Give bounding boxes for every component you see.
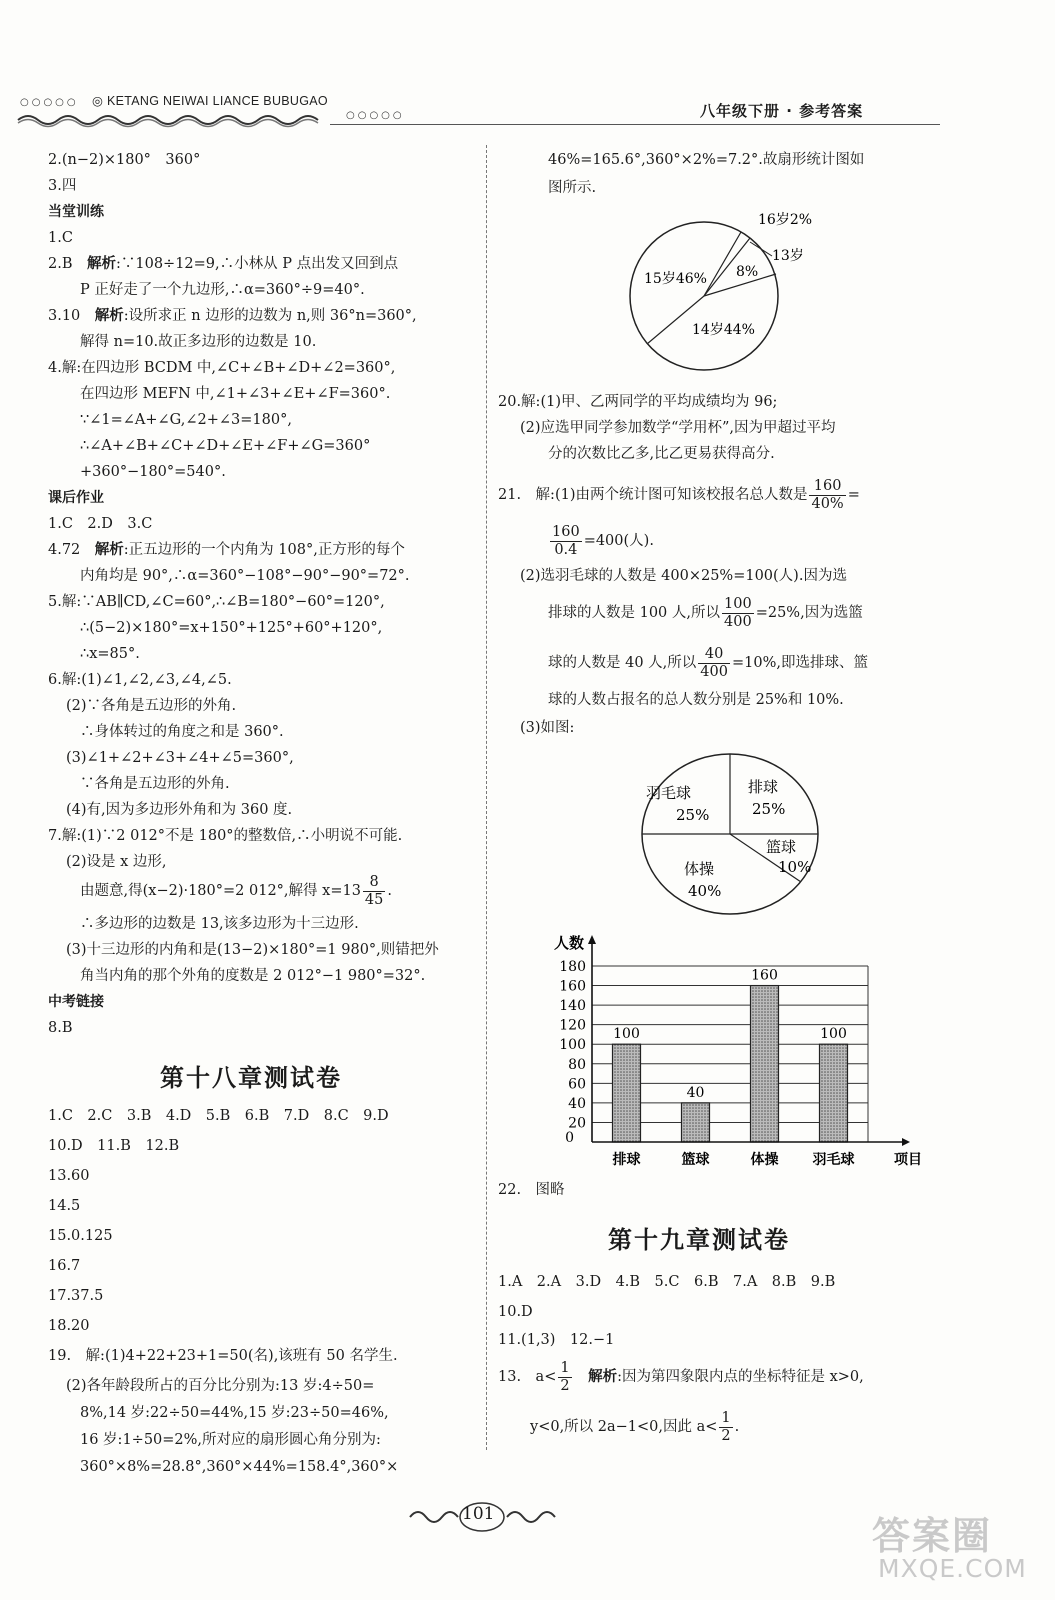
bar: [751, 986, 779, 1142]
analysis-label: 解析: [94, 542, 124, 558]
text-line: ∵∠1=∠A+∠G,∠2+∠3=180°,: [80, 412, 292, 428]
pie-label-gym: 体操: [684, 860, 715, 878]
fraction: [719, 1410, 732, 1445]
y-tick-label: 140: [559, 998, 586, 1015]
pie-label-badminton: 羽毛球: [646, 784, 692, 802]
text-line: +360°−180°=540°.: [80, 464, 226, 480]
fraction: [558, 1360, 571, 1395]
y-tick-label: 40: [568, 1095, 586, 1112]
text-line: 在四边形 MEFN 中,∠1+∠3+∠E+∠F=360°.: [80, 386, 391, 402]
pie-label-gym-pct: 40%: [688, 882, 722, 900]
pie-label-volleyball: 排球: [748, 778, 779, 796]
fraction: [550, 524, 582, 559]
text-line: 22. 图略: [498, 1182, 565, 1198]
x-axis-title: 项目: [894, 1152, 922, 1168]
text-line: 1.C 2.D 3.C: [48, 516, 153, 532]
equation-text: 球的人数是 40 人,所以: [548, 655, 697, 671]
text-line: 角当内角的那个外角的度数是 2 012°−1 980°=32°.: [80, 968, 426, 984]
text-line: 4.解:在四边形 BCDM 中,∠C+∠B+∠D+∠2=360°,: [48, 360, 396, 376]
text-line: (3)∠1+∠2+∠3+∠4+∠5=360°,: [66, 750, 294, 766]
text-line: 16 岁:1÷50=2%,所对应的扇形圆心角分别为:: [80, 1432, 381, 1448]
text-line: 内角均是 90°,∴α=360°−108°−90°−90°=72°.: [80, 568, 410, 584]
pie-label-basketball-pct: 10%: [778, 858, 812, 876]
text-line: [48, 254, 398, 274]
column-divider: [486, 145, 487, 1450]
text-line: 46%=165.6°,360°×2%=7.2°.故扇形统计图如: [548, 152, 865, 168]
answer: 4.72: [48, 542, 95, 558]
x-tick-label: 篮球: [681, 1152, 710, 1168]
equation-text: 由题意,得(x−2)·180°=2 012°,解得 x=13: [80, 883, 361, 899]
denominator: 45: [364, 891, 384, 908]
section-heading: 中考链接: [48, 994, 104, 1010]
pie-label-16: 16岁2%: [758, 212, 813, 228]
numerator: 160: [552, 523, 580, 540]
equation-text: 21. 解:(1)由两个统计图可知该校报名总人数是: [498, 487, 808, 503]
y-axis-arrow: [588, 935, 596, 944]
analysis-label: 解析: [573, 1369, 618, 1385]
text-line: [498, 476, 860, 514]
text-line: 分的次数比乙多,比乙更易获得高分.: [548, 446, 775, 462]
equation-text: =10%,即选排球、篮: [731, 655, 868, 671]
pie-chart-sports: [636, 748, 826, 924]
fraction: [363, 874, 385, 909]
text-line: (3)十三边形的内角和是(13−2)×180°=1 980°,则错把外: [66, 942, 439, 958]
text-line: 图所示.: [548, 180, 597, 196]
bar: [613, 1044, 641, 1142]
y-tick-label: 160: [559, 978, 586, 995]
header-dots-mid: ○○○○○: [346, 110, 405, 121]
text-line: [80, 872, 392, 910]
answer: 3.10: [48, 308, 95, 324]
period: .: [387, 883, 392, 899]
answer: 2.B: [48, 256, 87, 272]
text-line: 13.60: [48, 1168, 90, 1184]
text-line: 球的人数占报名的总人数分别是 25%和 10%.: [548, 692, 844, 708]
text-line: ∴(5−2)×180°=x+150°+125°+60°+120°,: [80, 620, 383, 636]
text-line: 1.C 2.C 3.B 4.D 5.B 6.B 7.D 8.C 9.D: [48, 1108, 389, 1124]
denominator: 40%: [811, 495, 844, 512]
text-line: [548, 644, 868, 682]
bar-value-label: 40: [686, 1084, 705, 1101]
equals: =: [847, 487, 860, 503]
text-line: (2)选羽毛球的人数是 400×25%=100(人).因为选: [520, 568, 847, 584]
fraction: [809, 478, 845, 513]
text-line: 17.37.5: [48, 1288, 104, 1304]
text-line: 10.D 11.B 12.B: [48, 1138, 180, 1154]
text-line: 解得 n=10.故正多边形的边数是 10.: [80, 334, 317, 350]
text-line: 20.解:(1)甲、乙两同学的平均成绩均为 96;: [498, 394, 778, 410]
page-number: 101: [462, 1504, 495, 1524]
pie-label-15: 15岁46%: [644, 271, 707, 287]
numerator: 1: [721, 1409, 731, 1426]
text-line: (3)如图:: [520, 720, 575, 736]
y-tick-label: 60: [568, 1076, 586, 1093]
text-line: [548, 594, 863, 632]
text-line: (4)有,因为多边形外角和为 360 度.: [66, 802, 293, 818]
numerator: 1: [560, 1359, 570, 1376]
text-line: 8%,14 岁:22÷50=44%,15 岁:23÷50=46%,: [80, 1405, 389, 1421]
text-line: ∴身体转过的角度之和是 360°.: [80, 724, 284, 740]
denominator: 2: [560, 1377, 570, 1394]
text-line: 14.5: [48, 1198, 81, 1214]
analysis-text: :∵108÷12=9,∴小林从 P 点出发又回到点: [116, 256, 399, 272]
text-line: 18.20: [48, 1318, 90, 1334]
watermark-url: MXQE.COM: [878, 1554, 1027, 1583]
label-leader-line: [750, 242, 772, 256]
text-line: ∴∠A+∠B+∠C+∠D+∠E+∠F+∠G=360°: [80, 438, 371, 454]
y-tick-label: 20: [568, 1115, 586, 1132]
text-line: (2)设是 x 边形,: [66, 854, 167, 870]
text-line: 6.解:(1)∠1,∠2,∠3,∠4,∠5.: [48, 672, 232, 688]
text-line: ∴x=85°.: [80, 646, 140, 662]
analysis-label: 解析: [87, 256, 116, 272]
text-line: 10.D: [498, 1304, 533, 1320]
denominator: 2: [721, 1427, 731, 1444]
bar-series: [613, 968, 848, 1142]
text-line: [548, 522, 654, 560]
header-rule: [330, 124, 940, 125]
text-line: 360°×8%=28.8°,360°×44%=158.4°,360°×: [80, 1459, 399, 1475]
denominator: 0.4: [554, 541, 578, 558]
section-heading: 当堂训练: [48, 204, 104, 220]
text-line: 3.四: [48, 178, 77, 194]
text-line: (2)各年龄段所占的百分比分别为:13 岁:4÷50=: [66, 1378, 375, 1394]
pie-label-volleyball-pct: 25%: [752, 800, 786, 818]
numerator: 40: [698, 646, 730, 664]
text-line: (2)∵各角是五边形的外角.: [66, 698, 237, 714]
chapter-19-title: 第十九章测试卷: [608, 1225, 790, 1254]
denominator: 400: [700, 663, 728, 680]
bar: [820, 1044, 848, 1142]
pie-label-badminton-pct: 25%: [676, 806, 710, 824]
equation-text: =400(人).: [583, 533, 654, 549]
text-line: 5.解:∵AB∥CD,∠C=60°,∴∠B=180°−60°=120°,: [48, 594, 385, 610]
numerator: 160: [809, 478, 845, 496]
analysis-text: :因为第四象限内点的坐标特征是 x>0,: [617, 1369, 864, 1385]
y-tick-label: 180: [559, 959, 586, 975]
text-line: 19. 解:(1)4+22+23+1=50(名),该班有 50 名学生.: [48, 1348, 398, 1364]
text-line: [48, 540, 405, 560]
header-wave-decoration: [18, 112, 338, 128]
period: .: [734, 1419, 740, 1435]
text-line: [530, 1408, 739, 1446]
numerator: 8: [363, 874, 385, 892]
section-heading: 课后作业: [48, 490, 104, 506]
header-dots-left: ○○○○○: [20, 97, 79, 108]
text-line: ∵各角是五边形的外角.: [80, 776, 230, 792]
answer: 13. a<: [498, 1369, 557, 1385]
pie-chart-age: [620, 198, 813, 378]
analysis-text: :设所求正 n 边形的边数为 n,则 36°n=360°,: [123, 308, 417, 324]
y-tick-label: 80: [568, 1056, 586, 1073]
analysis-label: 解析: [94, 308, 124, 324]
text-line: 2.(n−2)×180° 360°: [48, 152, 201, 168]
x-tick-label: 体操: [750, 1152, 779, 1168]
watermark-logo: 答案圈: [872, 1514, 993, 1558]
bar: [682, 1103, 710, 1142]
text-line: 1.C: [48, 230, 73, 246]
header-right-title: 八年级下册 · 参考答案: [700, 102, 864, 120]
numerator: 100: [724, 595, 752, 612]
x-tick-label: 排球: [612, 1152, 641, 1168]
text-line: ∴多边形的边数是 13,该多边形为十三边形.: [80, 916, 359, 932]
chapter-18-title: 第十八章测试卷: [160, 1063, 342, 1092]
bar-value-label: 100: [820, 1026, 847, 1043]
fraction: [722, 596, 754, 631]
bar-value-label: 100: [613, 1026, 640, 1043]
text-line: 8.B: [48, 1020, 73, 1036]
text-line: (2)应选甲同学参加数学“学用杯”,因为甲超过平均: [520, 420, 836, 436]
equation-text: y<0,所以 2a−1<0,因此 a<: [530, 1419, 718, 1435]
origin-label: 0: [565, 1130, 574, 1146]
bar-axes: [554, 934, 922, 1168]
y-tick-label: 120: [559, 1017, 586, 1034]
equation-text: =25%,因为选篮: [755, 605, 863, 621]
pie-label-basketball: 篮球: [766, 838, 797, 856]
pie-label-13-pct: 8%: [736, 264, 759, 280]
text-line: 16.7: [48, 1258, 81, 1274]
y-tick-label: 100: [559, 1037, 586, 1054]
text-line: [498, 1358, 864, 1396]
y-axis-title: 人数: [553, 934, 584, 952]
text-line: 7.解:(1)∵2 012°不是 180°的整数倍,∴小明说不可能.: [48, 828, 403, 844]
text-line: P 正好走了一个九边形,∴α=360°÷9=40°.: [80, 282, 365, 298]
text-line: [48, 306, 417, 326]
text-line: 1.A 2.A 3.D 4.B 5.C 6.B 7.A 8.B 9.B: [498, 1274, 836, 1290]
header-brand: ◎ KETANG NEIWAI LIANCE BUBUGAO: [92, 94, 328, 108]
bar-value-label: 160: [751, 967, 778, 984]
text-line: 15.0.125: [48, 1228, 113, 1244]
pie-label-14: 14岁44%: [692, 322, 755, 338]
equation-text: 排球的人数是 100 人,所以: [548, 605, 721, 621]
x-axis-arrow: [902, 1138, 910, 1146]
analysis-text: :正五边形的一个内角为 108°,正方形的每个: [123, 542, 405, 558]
bar-chart-sports: [536, 930, 928, 1170]
text-line: 11.(1,3) 12.−1: [498, 1332, 615, 1348]
fraction: [698, 646, 730, 681]
pie-label-13: 13岁: [772, 248, 804, 264]
x-tick-label: 羽毛球: [812, 1152, 855, 1168]
denominator: 400: [724, 613, 752, 630]
